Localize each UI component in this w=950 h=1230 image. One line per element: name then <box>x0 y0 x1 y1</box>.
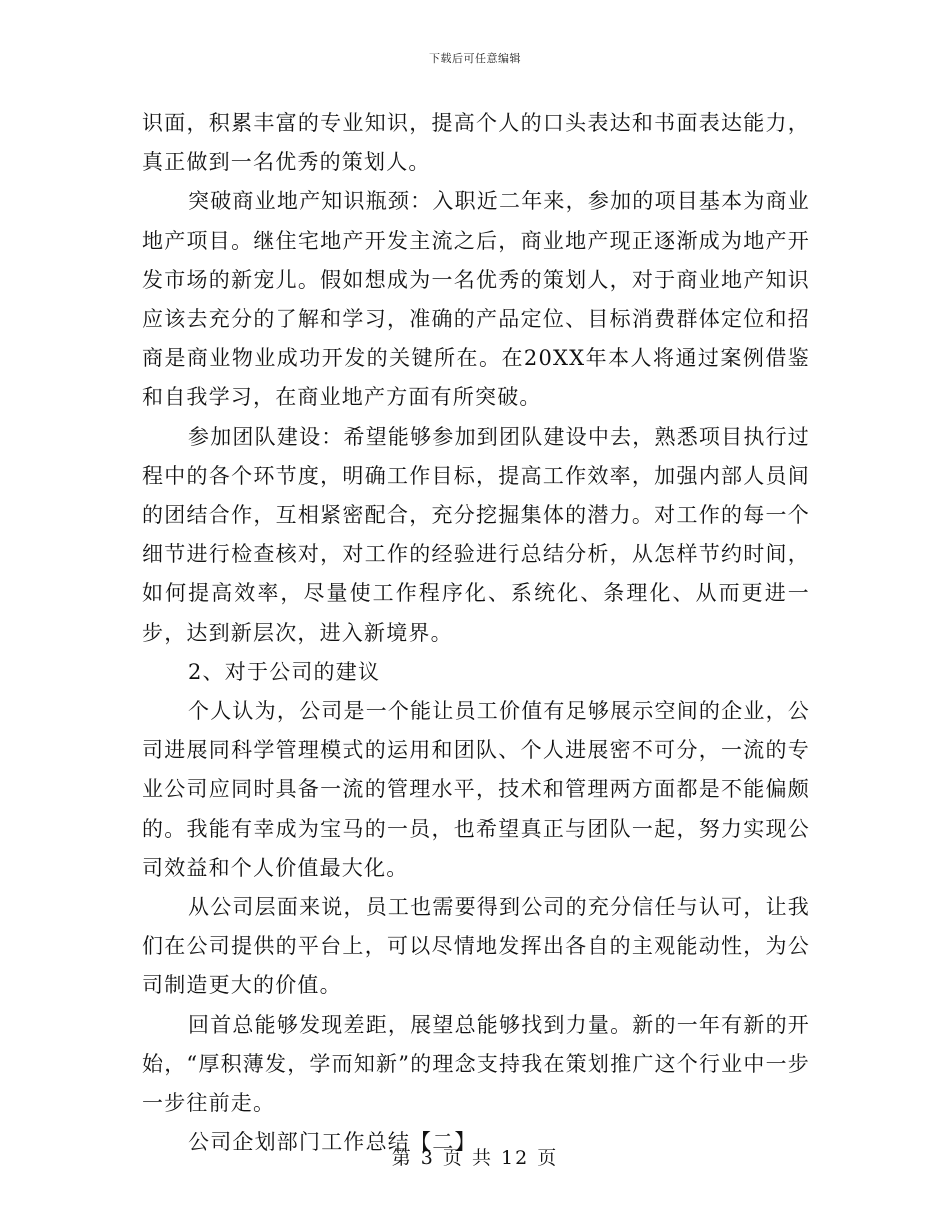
paragraph-personal-view: 个人认为，公司是一个能让员工价值有足够展示空间的企业，公司进展同科学管理模式的运用和团队、个人进展密不可分，一流的专业公司应同时具备一流的管理水平，技术和管理两方面都是不能偏颇的。我能有幸成为宝马的一员，也希望真正与团队一起，努力实现公司效益和个人价值最大化。 <box>142 699 810 880</box>
document-body <box>142 104 810 1162</box>
page-footer: 第 3 页 共 12 页 <box>391 1147 559 1169</box>
paragraph-looking-back: 回首总能够发现差距，展望总能够找到力量。新的一年有新的开始，“厚积薄发，学而知新”的理念支持我在策划推广这个行业中一步一步往前走。 <box>142 1012 810 1116</box>
section-heading-company-suggestions: 2、对于公司的建议 <box>188 659 381 684</box>
paragraph-company-level: 从公司层面来说，员工也需要得到公司的充分信任与认可，让我们在公司提供的平台上，可以尽情地发挥出各自的主观能动性，为公司制造更大的价值。 <box>142 895 810 998</box>
paragraph-continuation: 识面，积累丰富的专业知识，提高个人的口头表达和书面表达能力，真正做到一名优秀的策划人。 <box>142 111 810 175</box>
section-title-summary-two: 公司企划部门工作总结【二】 <box>188 1130 477 1155</box>
paragraph-team-building: 参加团队建设：希望能够参加到团队建设中去，熟悉项目执行过程中的各个环节度，明确工作目标，提高工作效率，加强内部人员间的团结合作，互相紧密配合，充分挖掘集体的潜力。对工作的每一个细节进行检查核对，对工作的经验进行总结分析，从怎样节约时间，如何提高效率，尽量使工作程序化、系统化、条理化、从而更进一步，达到新层次，进入新境界。 <box>142 424 810 645</box>
paragraph-commercial-real-estate: 突破商业地产知识瓶颈：入职近二年来，参加的项目基本为商业地产项目。继住宅地产开发主流之后，商业地产现正逐渐成为地产开发市场的新宠儿。假如想成为一名优秀的策划人，对于商业地产知识应该去充分的了解和学习，准确的产品定位、目标消费群体定位和招商是商业物业成功开发的关键所在。在20XX年本人将通过案例借鉴和自我学习，在商业地产方面有所突破。 <box>142 189 810 410</box>
page-header: 下载后可任意编辑 <box>429 52 521 65</box>
